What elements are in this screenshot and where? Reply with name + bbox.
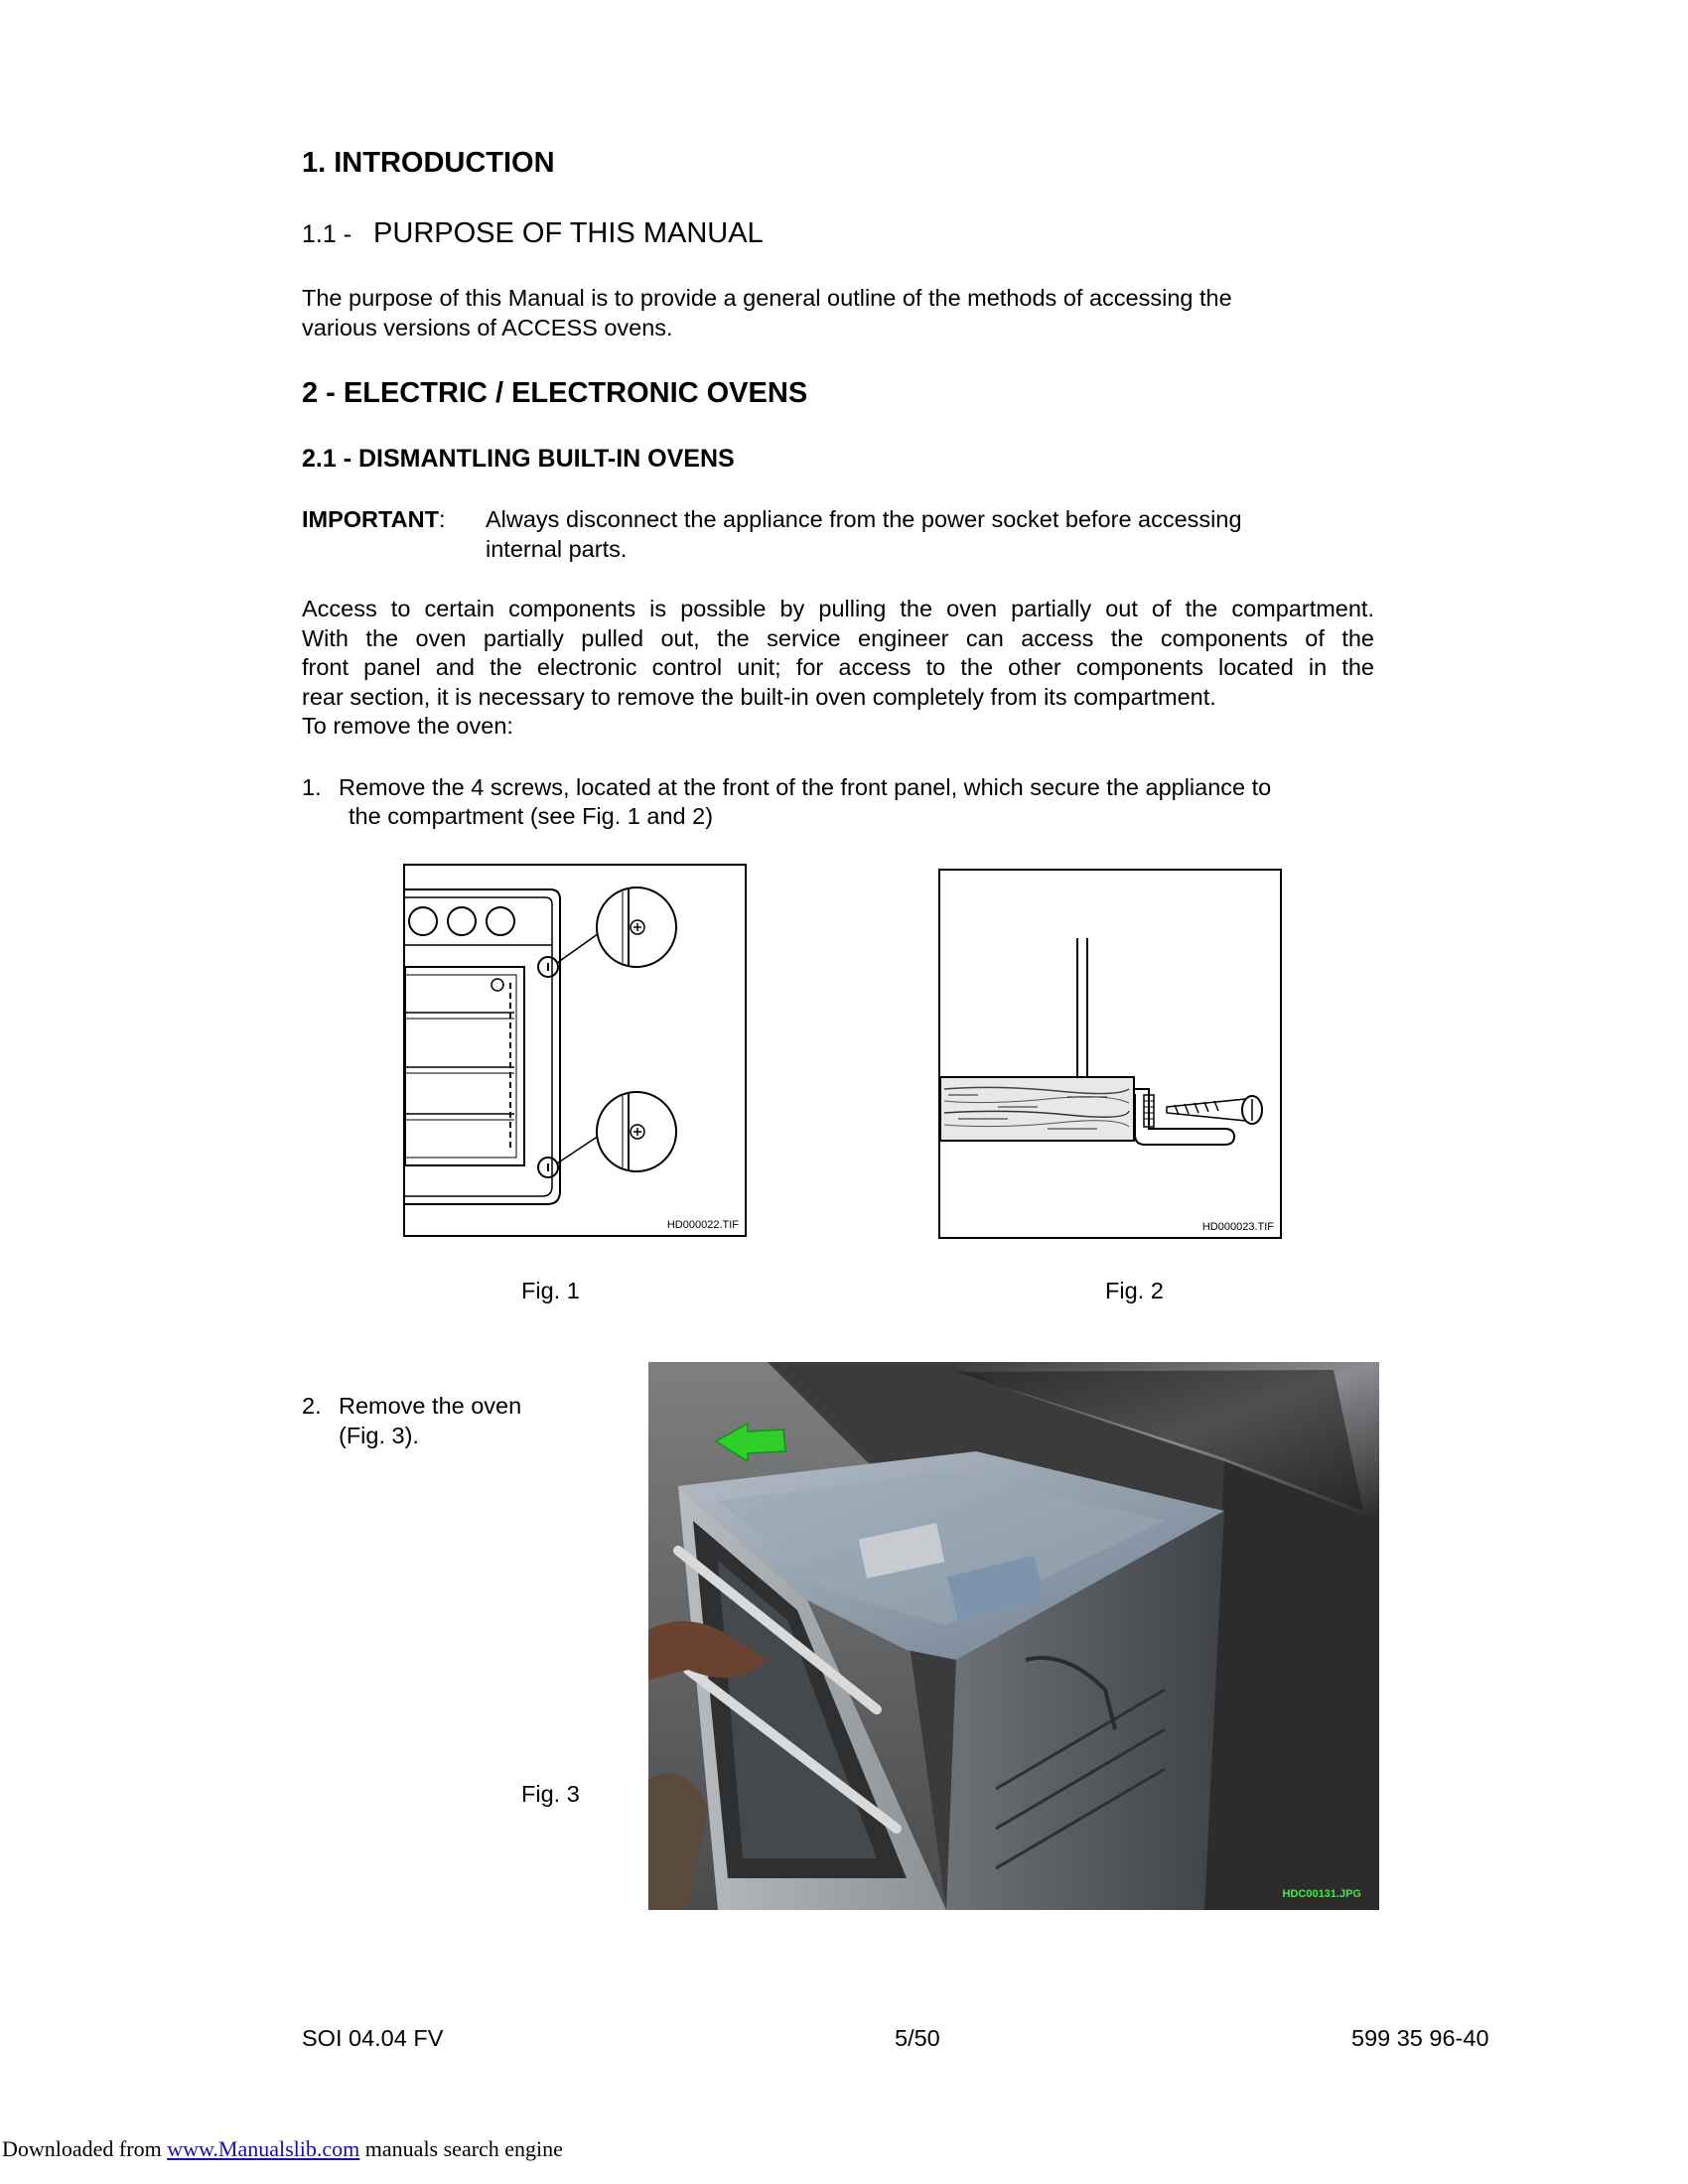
step-2-text (339, 1392, 521, 1450)
figure-1-code: HD000022.TIF (666, 1219, 739, 1231)
footer-page-number: 5/50 (895, 2025, 940, 2051)
figure-3-code: HDC00131.JPG (1282, 1888, 1361, 1900)
heading-purpose-title: PURPOSE OF THIS MANUAL (373, 217, 764, 249)
important-label: IMPORTANT (302, 506, 439, 532)
access-line: front panel and the electronic control unit; for access to the other components located in the (302, 654, 1374, 680)
access-line: Access to certain components is possible by pulling the oven partially out of the compartment. (302, 596, 1374, 621)
important-colon: : (438, 506, 446, 532)
access-paragraph (302, 595, 1374, 742)
heading-electric-ovens: 2 - ELECTRIC / ELECTRONIC OVENS (302, 377, 808, 409)
download-suffix: manuals search engine (359, 2136, 563, 2161)
heading-purpose-number: 1.1 - (302, 220, 352, 248)
step-2-line: Remove the oven (339, 1393, 522, 1419)
heading-purpose (302, 217, 764, 250)
important-line: internal parts. (486, 535, 628, 562)
download-banner (2, 2136, 563, 2162)
step-1-number: 1. (302, 774, 322, 800)
footer-doc-code: SOI 04.04 FV (302, 2025, 444, 2051)
important-text (486, 505, 1379, 564)
figure-2 (938, 869, 1282, 1239)
figure-2-drawing (938, 869, 1282, 1239)
access-line: To remove the oven: (302, 713, 513, 739)
figure-1-caption: Fig. 1 (521, 1278, 580, 1303)
figure-3-caption: Fig. 3 (521, 1781, 580, 1807)
access-line: rear section, it is necessary to remove the built-in oven completely from its compartment. (302, 683, 1216, 710)
figure-3-drawing (648, 1362, 1379, 1910)
purpose-paragraph (302, 284, 1379, 342)
manualslib-link[interactable]: www.Manualslib.com (167, 2136, 360, 2161)
access-line: With the oven partially pulled out, the service engineer can access the components of the (302, 624, 1374, 651)
download-prefix: Downloaded from (2, 2136, 168, 2161)
figure-2-code: HD000023.TIF (1201, 1221, 1274, 1233)
figure-2-caption: Fig. 2 (1105, 1278, 1164, 1303)
figure-3-photo (648, 1362, 1379, 1910)
heading-dismantling: 2.1 - DISMANTLING BUILT-IN OVENS (302, 445, 735, 473)
footer-part-number: 599 35 96-40 (1351, 2025, 1489, 2051)
figure-1-drawing (403, 864, 747, 1237)
step-1-line-1: Remove the 4 screws, located at the front of the front panel, which secure the appliance to (339, 774, 1272, 800)
heading-introduction: 1. INTRODUCTION (302, 147, 555, 179)
important-line: Always disconnect the appliance from the power socket before accessing (486, 506, 1242, 532)
important-label-wrap (302, 505, 445, 535)
step-2-number: 2. (302, 1393, 322, 1419)
step-2-line: (Fig. 3). (339, 1422, 419, 1448)
step-1-line-2: the compartment (see Fig. 1 and 2) (349, 803, 714, 829)
purpose-line: The purpose of this Manual is to provide a general outline of the methods of accessing the (302, 285, 1232, 311)
figure-1 (403, 864, 747, 1237)
purpose-line: various versions of ACCESS ovens. (302, 314, 673, 341)
